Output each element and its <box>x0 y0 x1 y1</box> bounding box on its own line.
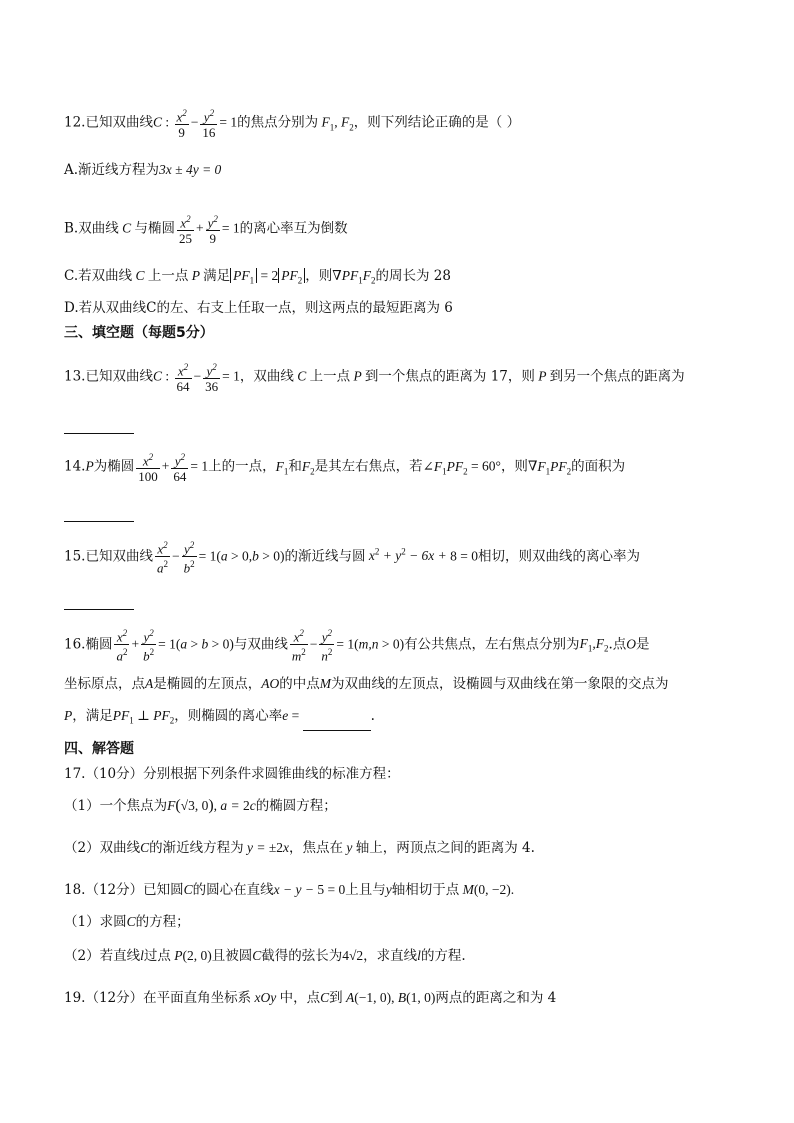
q18-text: 的圆心在直线 <box>192 882 274 898</box>
option-text: C.若双曲线 <box>64 268 133 284</box>
q18-text: 过点 <box>143 948 171 964</box>
fraction: $\frac{x^2}{m^2}$ <box>291 628 306 664</box>
q16-text: 16.椭圆 <box>64 636 113 653</box>
q16-line3: P，满足$PF_1$ ⊥ $PF_2$，则椭圆的离心率e = . <box>64 706 754 731</box>
q18-part1: （1）求圆C的方程； <box>64 914 190 930</box>
q17-text: ，焦点在 <box>289 840 344 856</box>
q16-text: 有公共焦点，左右焦点分别为 <box>404 636 580 653</box>
q16-answer-blank[interactable] <box>303 730 371 731</box>
q18-text: 轴相切于点 <box>391 882 460 898</box>
option-text: ，则 <box>305 268 333 284</box>
option-text: 上一点 <box>147 268 189 284</box>
q17-text: （1）一个焦点为 <box>64 798 168 814</box>
fraction: $\frac{x^2}{a^2}$ <box>116 628 128 664</box>
q17-head: 17.（10分）分别根据下列条件求圆锥曲线的标准方程： <box>64 766 400 782</box>
q16-text: ，满足 <box>72 708 113 724</box>
q16-text: 的中点 <box>279 676 320 692</box>
q14-text: 上的一点， <box>208 458 276 475</box>
option-text: A.渐近线方程为 <box>64 162 160 178</box>
q12-text: 的焦点分别为 <box>237 114 319 131</box>
q15-text: 的渐近线与圆 <box>284 548 366 565</box>
fraction: $\frac{y^2}{64}$ <box>173 452 187 485</box>
q18-text: 截得的弦长为 <box>261 948 343 964</box>
fraction: $\frac{x^2}{a^2}$ <box>156 540 168 576</box>
fraction: $\frac{y^2}{b^2}$ <box>143 628 155 664</box>
fraction: $\frac{x^2}{64}$ <box>176 362 190 395</box>
fraction: $\frac{y^2}{n^2}$ <box>321 628 333 664</box>
q13-stem: 13.已知双曲线C : $\frac{x^2}{64}$ − $\frac{y^2}{36}$ = 1，双曲线 C 上一点 P 到一个焦点的距离为 17，则 P 到另一个焦点的距离为 <box>64 362 685 395</box>
q16-text: 是椭圆的左顶点， <box>153 676 262 692</box>
q18-head: 18.（12分）已知圆C的圆心在直线x − y − 5 = 0上且与y轴相切于点 M(0, −2). <box>64 882 515 898</box>
q17-text: 的椭圆方程； <box>255 798 337 814</box>
q13-text: 上一点 <box>309 368 351 385</box>
fraction: $\frac{x^2}{9}$ <box>176 108 187 141</box>
q17-part2: （2）双曲线C的渐近线方程为 y = ±2x，焦点在 y 轴上，两顶点之间的距离为 4. <box>64 840 535 856</box>
option-text: D.若从双曲线C的左、右支上任取一点，则这两点的最短距离为 6 <box>64 300 453 316</box>
q18-text: （1）求圆 <box>64 914 127 930</box>
q13-text: ，双曲线 <box>239 368 294 385</box>
q16-line2: 坐标原点，点A是椭圆的左顶点，AO的中点M为双曲线的左顶点，设椭圆与双曲线在第一象限的交点为 <box>64 676 669 692</box>
fraction: $\frac{y^2}{9}$ <box>207 214 218 247</box>
q14-text: ，则 <box>500 458 528 475</box>
q18-part2: （2）若直线l过点 P(2, 0)且被圆C截得的弦长为4√2，求直线l的方程. <box>64 948 466 964</box>
equation: 3x ± 4y = 0 <box>159 162 222 177</box>
q19-text: 19.（12分）在平面直角坐标系 <box>64 990 252 1006</box>
section-heading: 三、填空题（每题5分） <box>64 325 214 341</box>
q12-stem: 12.已知双曲线C : $\frac{x^2}{9}$ − $\frac{y^2}{16}$ = 1的焦点分别为 $F_1$, $F_2$，则下列结论正确的是（ ） <box>64 108 521 141</box>
q15-text: 15.已知双曲线 <box>64 548 153 565</box>
q13-text: 到一个焦点的距离为 17，则 <box>364 368 535 385</box>
q12-text: ，则下列结论正确的是（ ） <box>353 114 521 131</box>
q12-option-a <box>64 160 754 180</box>
q14-text: 的面积为 <box>571 458 626 475</box>
q14-text: 14. <box>64 458 86 475</box>
q14-answer-blank[interactable] <box>64 502 754 522</box>
q16-text: 与双曲线 <box>233 636 288 653</box>
option-text: 的离心率互为倒数 <box>239 220 348 237</box>
q18-text: 的方程； <box>135 914 190 930</box>
fraction: $\frac{x^2}{100}$ <box>138 452 158 485</box>
q19-stem: 19.（12分）在平面直角坐标系 xOy 中，点C到 A(−1, 0), B(1, 0)两点的距离之和为 4 <box>64 990 557 1006</box>
q14-text: 是其左右焦点，若 <box>314 458 423 475</box>
fraction: $\frac{y^2}{16}$ <box>202 108 216 141</box>
q16-text: . <box>370 708 375 724</box>
q18-text: ，求直线 <box>363 948 418 964</box>
option-text: B.双曲线 <box>64 220 119 237</box>
q14-text: 和 <box>288 458 302 475</box>
q18-text: 且被圆 <box>211 948 253 964</box>
q17-text: 的渐近线方程为 <box>149 840 244 856</box>
section-heading: 四、解答题 <box>64 741 134 757</box>
q15-answer-blank[interactable] <box>64 590 754 610</box>
q13-text: 13.已知双曲线 <box>64 368 153 385</box>
q16-text: 是 <box>635 636 650 653</box>
option-text: 的周长为 28 <box>375 268 451 284</box>
q15-text: 相切，则双曲线的离心率为 <box>478 548 641 565</box>
q17-part1: （1）一个焦点为F(√3, 0), a = 2c的椭圆方程； <box>64 797 337 814</box>
q18-text: 上且与 <box>345 882 386 898</box>
option-text: 满足 <box>203 268 231 284</box>
q18-text: 18.（12分）已知圆 <box>64 882 184 898</box>
option-text: 与椭圆 <box>134 220 175 237</box>
q16-text: .点 <box>608 636 627 653</box>
q17-text: （2）双曲线 <box>64 840 141 856</box>
q19-text: 两点的距离之和为 4 <box>435 990 557 1006</box>
q15-stem: 15.已知双曲线 $\frac{x^2}{a^2}$ − $\frac{y^2}{b^2}$ = 1(a > 0,b > 0)的渐近线与圆 $x^2 + y^2 - 6x + 8 = 0$相切，则双曲线的离心率为 <box>64 540 641 576</box>
q17-text: 轴上，两顶点之间的距离为 4. <box>355 840 535 856</box>
q12-option-c: C.若双曲线 C 上一点 P 满足 $PF_1 = 2$ $PF_2$ ，则$\nabla PF_1F_2$的周长为 28 <box>64 268 451 286</box>
q14-text: 为椭圆 <box>93 458 135 475</box>
q13-text: 到另一个焦点的距离为 <box>549 368 685 385</box>
q18-text: （2）若直线 <box>64 948 141 964</box>
q16-stem: 16.椭圆 $\frac{x^2}{a^2}$ + $\frac{y^2}{b^2}$ = 1(a > b > 0)与双曲线 $\frac{x^2}{m^2}$ − $\frac{y^2}{n^2}$ = 1(m,n > 0)有公共焦点，左右焦点分别为$F_1,F_2$.点O是 <box>64 628 650 664</box>
q16-text: 坐标原点，点 <box>64 676 145 692</box>
q16-text: ，则椭圆的离心率 <box>174 708 283 724</box>
q12-option-b: B.双曲线 C 与椭圆 $\frac{x^2}{25}$ + $\frac{y^2}{9}$ = 1的离心率互为倒数 <box>64 214 348 247</box>
q18-text: 的方程. <box>420 948 466 964</box>
fraction: $\frac{x^2}{25}$ <box>178 214 192 247</box>
q19-text: 中，点 <box>279 990 321 1006</box>
q19-text: 到 <box>329 990 343 1006</box>
q16-text: 为双曲线的左顶点，设椭圆与双曲线在第一象限的交点为 <box>331 676 669 692</box>
q14-stem: 14.P为椭圆 $\frac{x^2}{100}$ + $\frac{y^2}{64}$ = 1上的一点，$F_1$和$F_2$是其左右焦点，若$\angle F_1PF_2 = 60^\circ$，则$\nabla F_1PF_2$的面积为 <box>64 452 626 485</box>
q13-answer-blank[interactable] <box>64 414 754 434</box>
q12-option-d <box>64 298 754 318</box>
fraction: $\frac{y^2}{b^2}$ <box>183 540 195 576</box>
q12-text: 12.已知双曲线 <box>64 114 153 131</box>
fraction: $\frac{y^2}{36}$ <box>205 362 219 395</box>
